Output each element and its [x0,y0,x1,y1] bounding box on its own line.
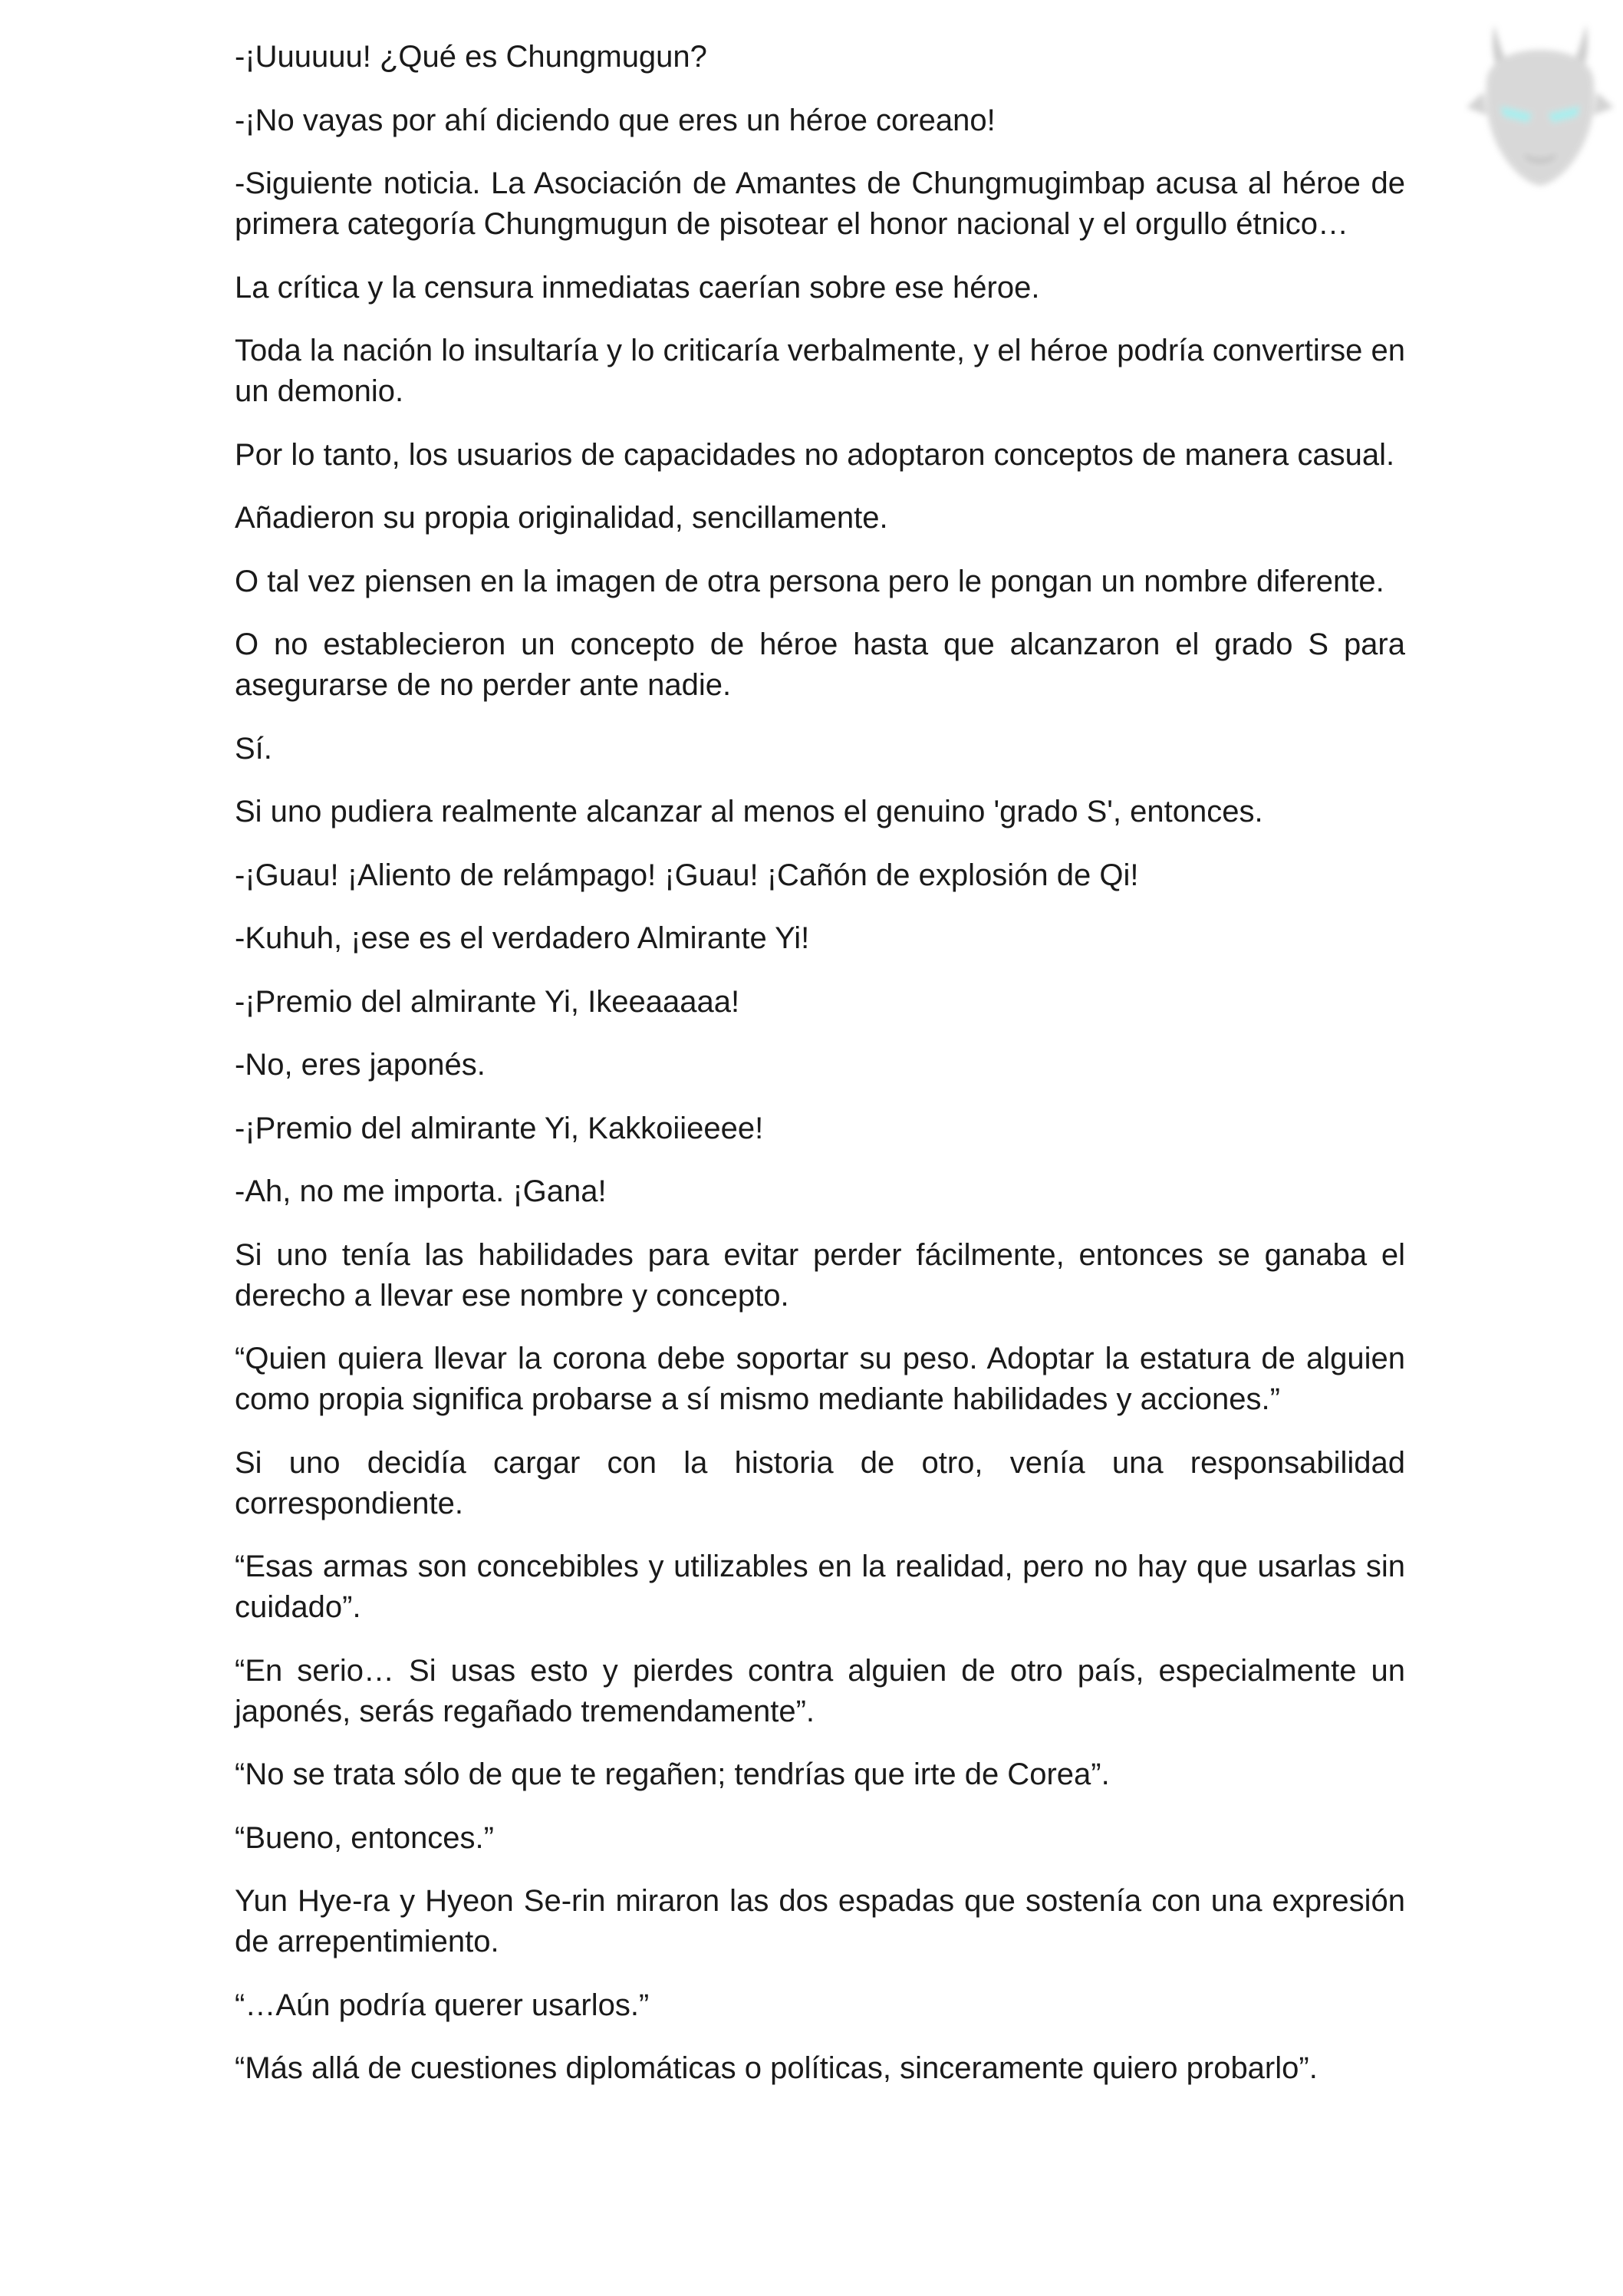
paragraph: -¡Premio del almirante Yi, Ikeeaaaaa! [235,984,740,1019]
paragraph: -¡Premio del almirante Yi, Kakkoiieeee! [235,1111,764,1145]
document-body [235,37,1405,2112]
paragraph: Si uno tenía las habilidades para evitar perder fácilmente, entonces se ganaba el derecho a llevar ese nombre y concepto. [235,1237,1405,1313]
paragraph: La crítica y la censura inmediatas caerían sobre ese héroe. [235,270,1040,305]
paragraph: -¡Guau! ¡Aliento de relámpago! ¡Guau! ¡Cañón de explosión de Qi! [235,858,1139,892]
paragraph: Sí. [235,731,272,766]
paragraph: -Siguiente noticia. La Asociación de Amantes de Chungmugimbap acusa al héroe de primera categoría Chungmugun de pisotear el honor nacional y el orgullo étnico… [235,166,1405,241]
demon-head-logo-icon [1463,15,1617,192]
paragraph: “No se trata sólo de que te regañen; tendrías que irte de Corea”. [235,1757,1110,1791]
paragraph: Si uno pudiera realmente alcanzar al menos el genuino 'grado S', entonces. [235,795,1263,828]
paragraph: “Bueno, entonces.” [235,1820,494,1855]
paragraph: O tal vez piensen en la imagen de otra persona pero le pongan un nombre diferente. [235,564,1384,598]
paragraph: -¡No vayas por ahí diciendo que eres un héroe coreano! [235,103,996,137]
paragraph: O no establecieron un concepto de héroe hasta que alcanzaron el grado S para asegurarse de no perder ante nadie. [235,628,1405,702]
paragraph: “En serio… Si usas esto y pierdes contra alguien de otro país, especialmente un japonés, serás regañado tremendamente”. [235,1653,1405,1728]
paragraph: -Kuhuh, ¡ese es el verdadero Almirante Yi! [235,921,810,955]
paragraph: Si uno decidía cargar con la historia de otro, venía una responsabilidad correspondiente. [235,1445,1405,1520]
paragraph: Yun Hye-ra y Hyeon Se-rin miraron las dos espadas que sostenía con una expresión de arrepentimiento. [235,1884,1405,1958]
paragraph: “Quien quiera llevar la corona debe soportar su peso. Adoptar la estatura de alguien como propia significa probarse a sí mismo mediante habilidades y acciones.” [235,1342,1405,1416]
paragraph: “…Aún podría querer usarlos.” [235,1988,650,2022]
paragraph: Toda la nación lo insultaría y lo criticaría verbalmente, y el héroe podría convertirse en un demonio. [235,334,1405,408]
paragraph: -Ah, no me importa. ¡Gana! [235,1174,607,1208]
paragraph: Por lo tanto, los usuarios de capacidades no adoptaron conceptos de manera casual. [235,437,1395,472]
paragraph: “Más allá de cuestiones diplomáticas o políticas, sinceramente quiero probarlo”. [235,2051,1318,2085]
paragraph: -¡Uuuuuu! ¿Qué es Chungmugun? [235,40,707,74]
paragraph: “Esas armas son concebibles y utilizables en la realidad, pero no hay que usarlas sin cuidado”. [235,1550,1405,1624]
paragraph: Añadieron su propia originalidad, sencillamente. [235,501,888,535]
paragraph: -No, eres japonés. [235,1048,486,1082]
